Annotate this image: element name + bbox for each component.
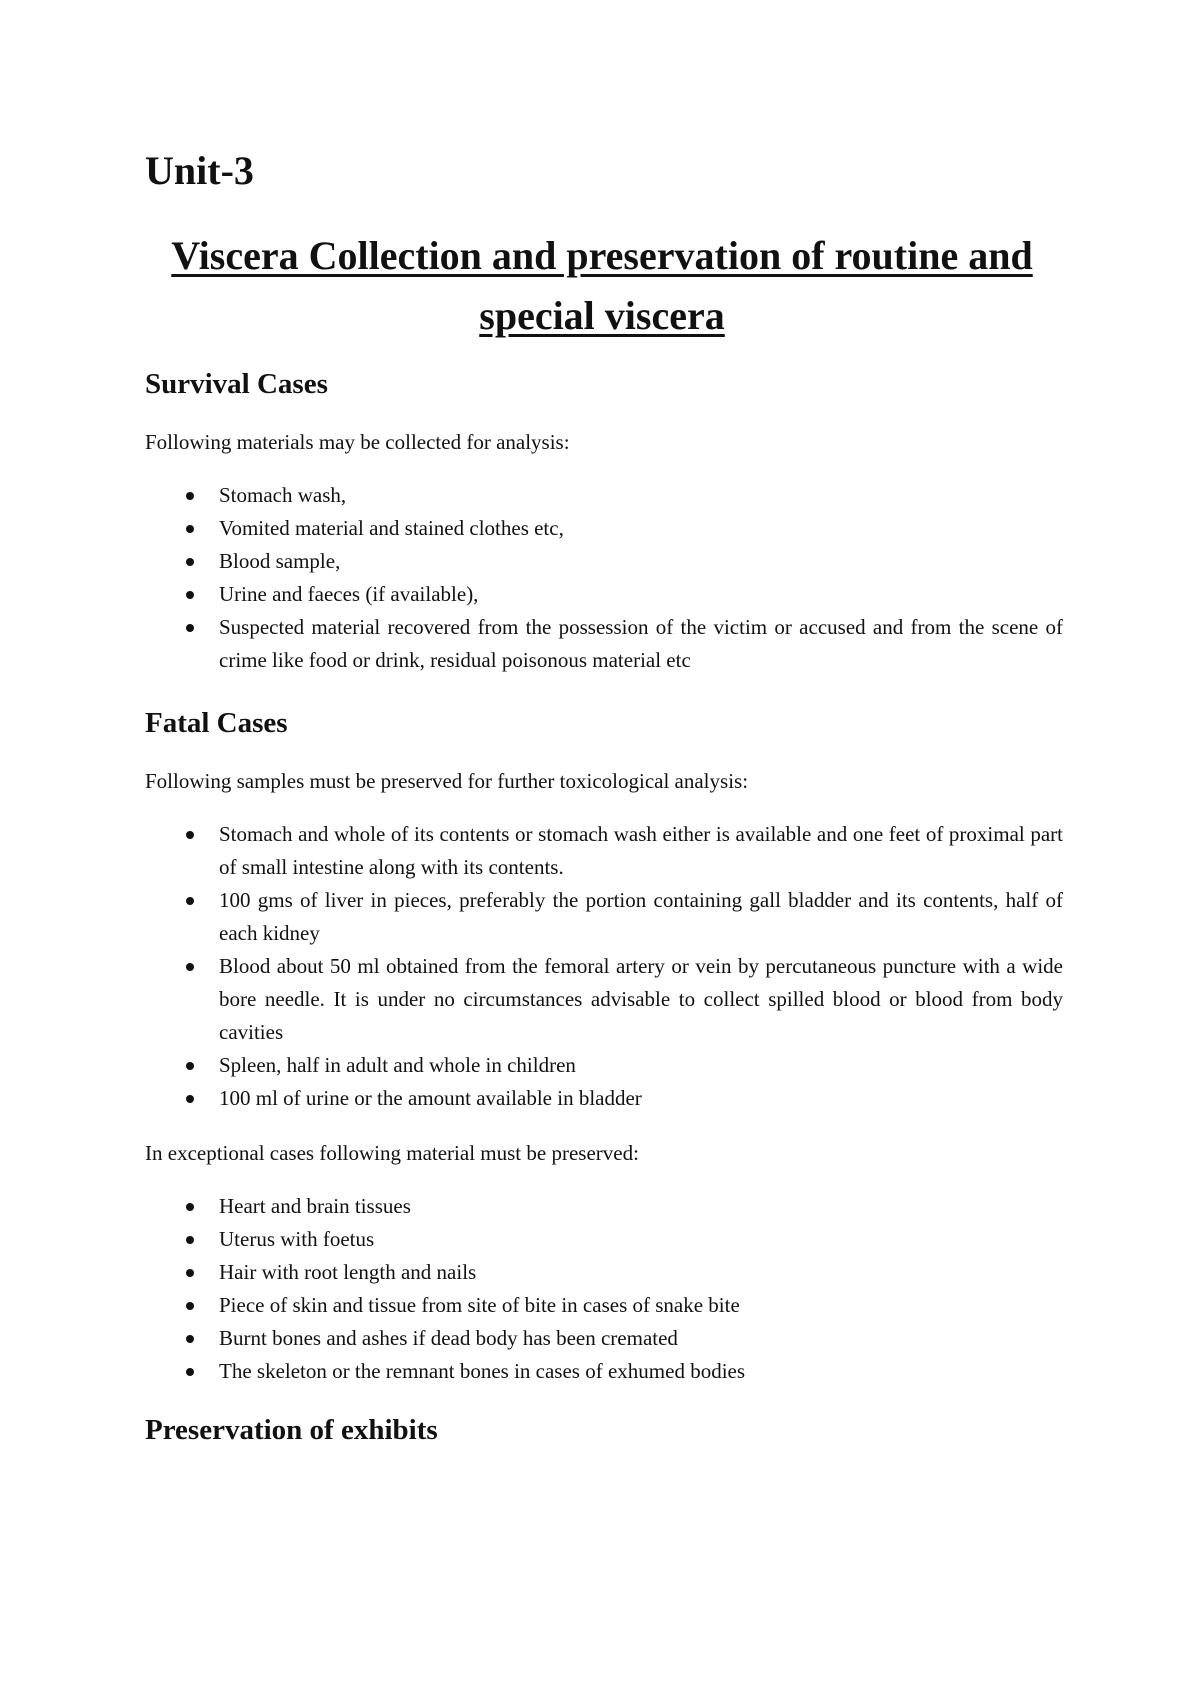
exceptional-cases-intro: In exceptional cases following material must be preserved: [145,1141,639,1165]
list-item: Stomach wash, [145,479,1063,512]
list-item: Uterus with foetus [145,1223,1063,1256]
preservation-of-exhibits-heading: Preservation of exhibits [145,1414,438,1446]
list-item: Urine and faeces (if available), [145,578,1063,611]
list-item: Vomited material and stained clothes etc, [145,512,1063,545]
list-item: Hair with root length and nails [145,1256,1063,1289]
list-item: Stomach and whole of its contents or stomach wash either is available and one feet of proximal part of small intestine along with its contents. [145,818,1063,884]
survival-cases-list [145,479,1063,677]
list-item: Heart and brain tissues [145,1190,1063,1223]
exceptional-cases-list [145,1190,1063,1388]
list-item: Blood about 50 ml obtained from the femoral artery or vein by percutaneous puncture with a wide bore needle. It is under no circumstances advisable to collect spilled blood or blood from body cavities [145,950,1063,1049]
survival-cases-heading: Survival Cases [145,368,328,400]
fatal-cases-intro: Following samples must be preserved for further toxicological analysis: [145,769,749,793]
survival-cases-intro: Following materials may be collected for analysis: [145,430,570,454]
list-item: Piece of skin and tissue from site of bite in cases of snake bite [145,1289,1063,1322]
fatal-cases-list [145,818,1063,1115]
list-item: Suspected material recovered from the possession of the victim or accused and from the scene of crime like food or drink, residual poisonous material etc [145,611,1063,677]
list-item: Burnt bones and ashes if dead body has been cremated [145,1322,1063,1355]
list-item: The skeleton or the remnant bones in cases of exhumed bodies [145,1355,1063,1388]
list-item: 100 gms of liver in pieces, preferably the portion containing gall bladder and its contents, half of each kidney [145,884,1063,950]
fatal-cases-heading: Fatal Cases [145,707,288,739]
main-title: Viscera Collection and preservation of routine and special viscera [171,233,1033,338]
list-item: 100 ml of urine or the amount available in bladder [145,1082,1063,1115]
list-item: Blood sample, [145,545,1063,578]
unit-title: Unit-3 [145,148,254,193]
list-item: Spleen, half in adult and whole in children [145,1049,1063,1082]
